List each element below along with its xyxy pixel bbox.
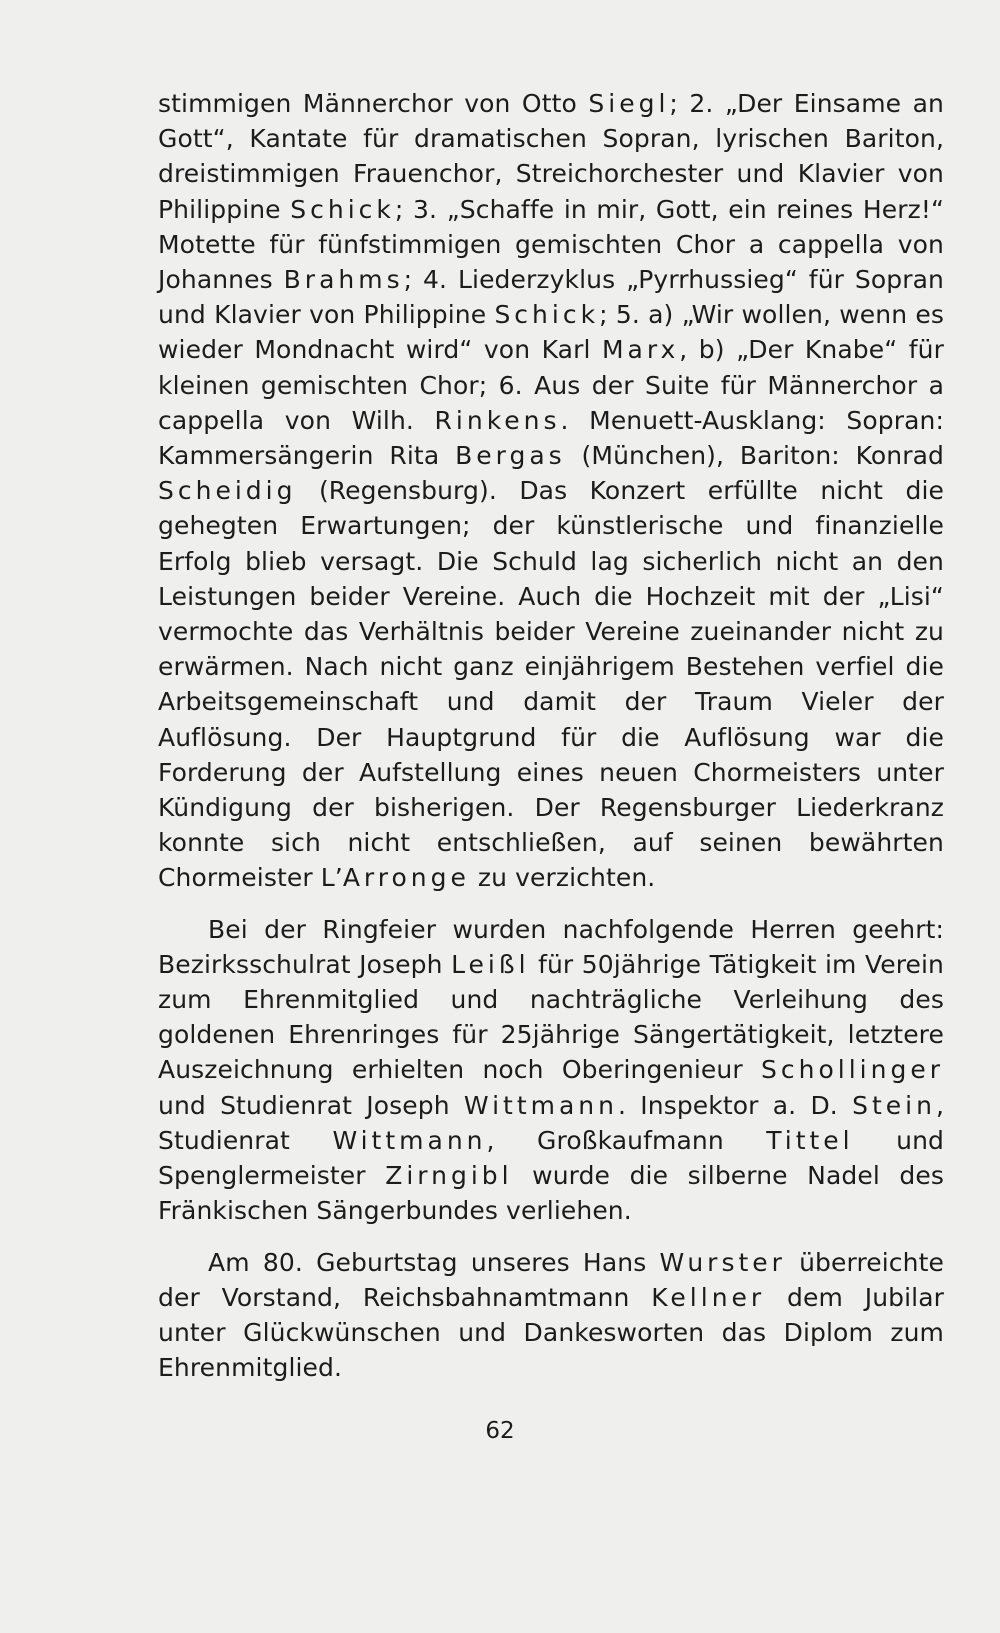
spaced-name: Bergas bbox=[455, 441, 566, 471]
text-run: ; 2. „Der Einsame an Gott“, Kantate für dramatischen Sopran, lyrischen Bariton, dreistimmigen Frauenchor, Streichorchester und Klavier von Philippine bbox=[158, 89, 944, 224]
paragraph-1 bbox=[158, 86, 944, 896]
text-run: zu verzichten. bbox=[469, 863, 656, 893]
text-run: stimmigen Männerchor von Otto bbox=[158, 89, 589, 118]
spaced-name: Schick bbox=[290, 194, 395, 224]
text-run: überreichte der Vorstand, Reichsbahnamtmann bbox=[158, 1247, 944, 1312]
spaced-name: Tittel bbox=[766, 1125, 854, 1155]
text-run: ; 4. Liederzyklus „Pyrrhussieg“ für Sopran und Klavier von Philippine bbox=[158, 265, 944, 330]
text-run: ; 3. „Schaffe in mir, Gott, ein reines Herz!“ Motette für fünfstimmigen gemischten Chor a cappella von Johannes bbox=[158, 194, 944, 295]
spaced-name: Marx bbox=[601, 335, 680, 365]
text-run: Bei der Ringfeier wurden nachfolgende Herren geehrt: Bezirksschulrat Joseph bbox=[158, 914, 944, 979]
spaced-name: Zirngibl bbox=[385, 1161, 513, 1191]
text-run: Am 80. Geburtstag unseres Hans bbox=[208, 1247, 660, 1277]
page-number: 62 bbox=[485, 1418, 515, 1444]
text-run: wurde die silberne Nadel des Fränkischen Sängerbundes verliehen. bbox=[158, 1161, 945, 1226]
text-run: . Menuett-Ausklang: Sopran: Kammersängerin Rita bbox=[158, 405, 944, 471]
spaced-name: Scheidig bbox=[158, 476, 297, 506]
text-run: und Studienrat Joseph bbox=[158, 1090, 464, 1120]
spaced-name: Brahms bbox=[283, 265, 404, 295]
spaced-name: Schollinger bbox=[761, 1055, 944, 1085]
spaced-name: Wurster bbox=[659, 1247, 786, 1277]
text-run: (Regensburg). Das Konzert erfüllte nicht die gehegten Erwartungen; der künstlerische und finanzielle Erfolg blieb versagt. Die Schuld lag sicherlich nicht an den Leistungen beider Vereine. Auch die Hochzeit mit der „Lisi“ vermochte das Verhältnis beider Vereine zueinander nicht zu erwärmen. Nach nicht ganz einjährigem Bestehen verfiel die Arbeitsgemeinschaft und damit der Traum Vieler der Auflösung. Der Hauptgrund für die Auflösung war die Forderung der Aufstellung eines neuen Chormeisters unter Kündigung der bisherigen. Der Regensburger Liederkranz konnte sich nicht entschließen, auf seinen bewährten Chormeister L’ bbox=[158, 476, 944, 893]
spaced-name: Wittmann bbox=[463, 1090, 618, 1120]
text-run: . Inspektor a. D. bbox=[618, 1090, 853, 1120]
spaced-name: Arronge bbox=[342, 863, 470, 893]
text-run: , Studienrat bbox=[158, 1090, 944, 1155]
spaced-name: Wittmann bbox=[332, 1125, 487, 1155]
paragraph-3 bbox=[158, 1245, 944, 1386]
paragraph-2 bbox=[158, 912, 944, 1229]
spaced-name: Leißl bbox=[451, 949, 530, 979]
spaced-name: Stein bbox=[852, 1090, 936, 1120]
text-run: dem Jubilar unter Glückwünschen und Dankesworten das Diplom zum Ehrenmitglied. bbox=[158, 1282, 944, 1383]
spaced-name: Siegl bbox=[588, 89, 670, 118]
body-text bbox=[158, 86, 944, 1385]
text-run: für 50jährige Tätigkeit im Verein zum Ehrenmitglied und nachträgliche Verleihung des goldenen Ehrenringes für 25jährige Sängertätigkeit, letztere Auszeichnung erhielten noch Oberingenieur bbox=[158, 949, 945, 1085]
text-run: (München), Bariton: Konrad bbox=[565, 441, 944, 471]
spaced-name: Kellner bbox=[651, 1282, 766, 1312]
text-run: , b) „Der Knabe“ für kleinen gemischten Chor; 6. Aus der Suite für Männerchor a cappella von Wilh. bbox=[158, 335, 944, 435]
text-run: , Großkaufmann bbox=[486, 1125, 767, 1155]
spaced-name: Rinkens bbox=[434, 405, 561, 435]
spaced-name: Schick bbox=[494, 300, 600, 330]
text-run: und Spenglermeister bbox=[158, 1125, 944, 1191]
text-run: ; 5. a) „Wir wollen, wenn es wieder Mondnacht wird“ von Karl bbox=[158, 300, 944, 365]
